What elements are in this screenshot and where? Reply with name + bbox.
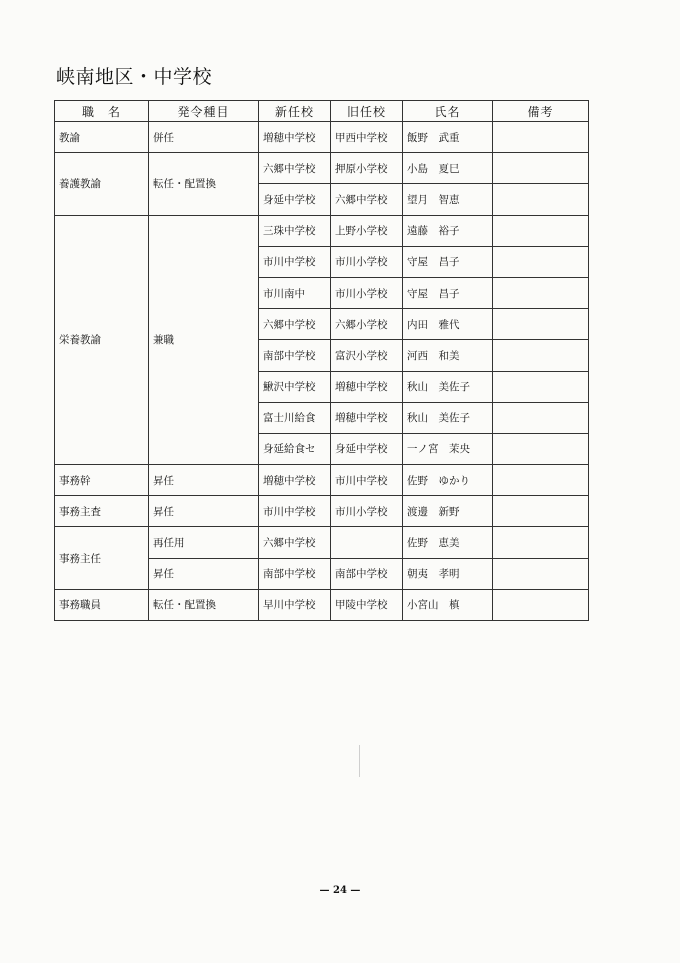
remarks-cell [493,215,589,246]
old-school-cell: 増穂中学校 [331,371,403,402]
order-type-cell: 昇任 [149,496,259,527]
order-type-cell: 併任 [149,122,259,153]
remarks-cell [493,558,589,589]
name-cell: 飯野 武重 [403,122,493,153]
page-number: — 24 — [319,885,361,896]
remarks-cell [493,402,589,433]
new-school-cell: 三珠中学校 [259,215,331,246]
order-type-cell: 昇任 [149,465,259,496]
new-school-cell: 鰍沢中学校 [259,371,331,402]
old-school-cell: 市川中学校 [331,465,403,496]
name-cell: 河西 和美 [403,340,493,371]
name-cell: 一ノ宮 茉央 [403,433,493,464]
header-remarks: 備考 [493,101,589,122]
header-position: 職 名 [55,101,149,122]
header-order-type: 発令種目 [149,101,259,122]
table-row [55,589,589,620]
new-school-cell: 増穂中学校 [259,122,331,153]
name-cell: 遠藤 裕子 [403,215,493,246]
remarks-cell [493,246,589,277]
page-title: 峡南地区・中学校 [56,66,213,88]
remarks-cell [493,527,589,558]
header-old-school: 旧任校 [331,101,403,122]
name-cell: 小島 夏巳 [403,153,493,184]
new-school-cell: 南部中学校 [259,558,331,589]
new-school-cell: 六郷中学校 [259,153,331,184]
new-school-cell: 市川南中 [259,277,331,308]
position-cell: 養護教諭 [55,153,149,215]
remarks-cell [493,433,589,464]
order-type-cell: 再任用 [149,527,259,558]
old-school-cell: 六郷中学校 [331,184,403,215]
order-type-cell: 転任・配置換 [149,589,259,620]
new-school-cell: 六郷中学校 [259,309,331,340]
order-type-cell: 兼職 [149,215,259,465]
old-school-cell: 富沢小学校 [331,340,403,371]
old-school-cell: 六郷小学校 [331,309,403,340]
position-cell: 事務幹 [55,465,149,496]
order-type-cell: 転任・配置換 [149,153,259,215]
remarks-cell [493,340,589,371]
header-name: 氏名 [403,101,493,122]
table-row [55,465,589,496]
remarks-cell [493,371,589,402]
remarks-cell [493,184,589,215]
table-row [55,527,589,558]
new-school-cell: 市川中学校 [259,496,331,527]
table-header-row [55,101,589,122]
name-cell: 佐野 ゆかり [403,465,493,496]
remarks-cell [493,496,589,527]
position-cell: 事務主査 [55,496,149,527]
name-cell: 秋山 美佐子 [403,371,493,402]
remarks-cell [493,122,589,153]
table-row [55,215,589,246]
remarks-cell [493,309,589,340]
name-cell: 渡邊 新野 [403,496,493,527]
table-row [55,496,589,527]
old-school-cell: 南部中学校 [331,558,403,589]
old-school-cell: 押原小学校 [331,153,403,184]
name-cell: 望月 智恵 [403,184,493,215]
name-cell: 守屋 昌子 [403,246,493,277]
header-new-school: 新任校 [259,101,331,122]
old-school-cell: 市川小学校 [331,277,403,308]
remarks-cell [493,277,589,308]
old-school-cell: 上野小学校 [331,215,403,246]
position-cell: 栄養教諭 [55,215,149,465]
name-cell: 守屋 昌子 [403,277,493,308]
name-cell: 内田 雅代 [403,309,493,340]
new-school-cell: 富士川給食 [259,402,331,433]
name-cell: 小宮山 槙 [403,589,493,620]
old-school-cell [331,527,403,558]
new-school-cell: 六郷中学校 [259,527,331,558]
name-cell: 朝夷 孝明 [403,558,493,589]
old-school-cell: 甲陵中学校 [331,589,403,620]
personnel-table [54,100,589,621]
old-school-cell: 市川小学校 [331,246,403,277]
remarks-cell [493,465,589,496]
new-school-cell: 早川中学校 [259,589,331,620]
name-cell: 秋山 美佐子 [403,402,493,433]
scan-mark [359,745,360,777]
position-cell: 教諭 [55,122,149,153]
old-school-cell: 増穂中学校 [331,402,403,433]
new-school-cell: 身延給食セ [259,433,331,464]
new-school-cell: 南部中学校 [259,340,331,371]
old-school-cell: 甲西中学校 [331,122,403,153]
table-row [55,122,589,153]
remarks-cell [493,589,589,620]
table-row [55,153,589,184]
name-cell: 佐野 恵美 [403,527,493,558]
new-school-cell: 市川中学校 [259,246,331,277]
new-school-cell: 身延中学校 [259,184,331,215]
position-cell: 事務職員 [55,589,149,620]
old-school-cell: 市川小学校 [331,496,403,527]
order-type-cell: 昇任 [149,558,259,589]
position-cell: 事務主任 [55,527,149,589]
old-school-cell: 身延中学校 [331,433,403,464]
new-school-cell: 増穂中学校 [259,465,331,496]
remarks-cell [493,153,589,184]
